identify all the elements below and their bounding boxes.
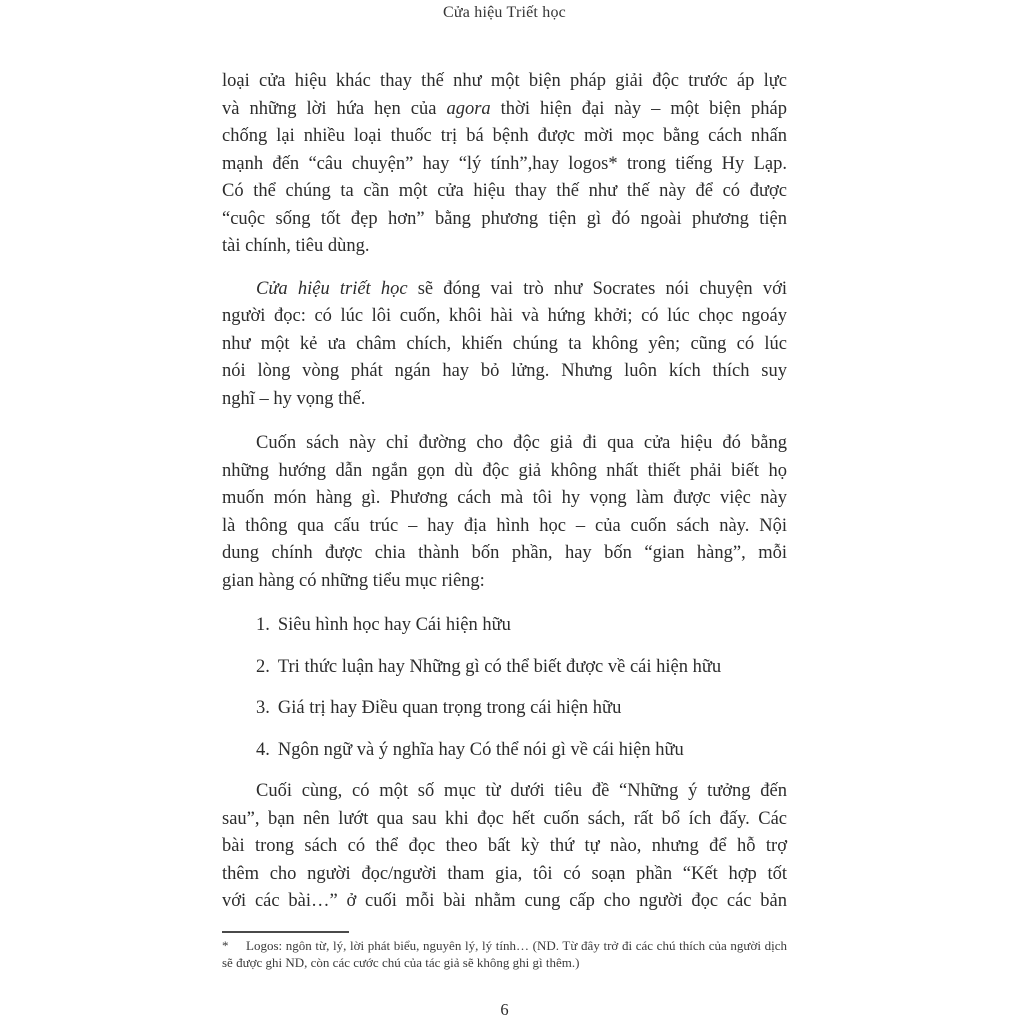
footnote <box>222 931 787 971</box>
text-line <box>222 276 787 304</box>
list-item <box>222 695 787 723</box>
list-item <box>222 654 787 682</box>
text-line: Cuối cùng, có một số mục từ dưới tiêu đề “Những ý tưởng đến <box>256 781 787 801</box>
text-line: như một kẻ ưa châm chích, khiến chúng ta không yên; cũng có lúc <box>222 333 787 354</box>
footnote-line <box>222 937 787 954</box>
list-item-number: 1. <box>256 615 270 635</box>
text-line: sau”, bạn nên lướt qua sau khi đọc hết cuốn sách, rất bổ ích đấy. Các <box>222 808 787 829</box>
list-item <box>222 612 787 640</box>
list-item-number: 2. <box>256 656 270 677</box>
text-line: “cuộc sống tốt đẹp hơn” bằng phương tiện gì đó ngoài phương tiện <box>222 208 787 229</box>
list-item-text: Ngôn ngữ và ý nghĩa hay Có thể nói gì về cái hiện hữu <box>277 739 684 760</box>
paragraph-3 <box>222 430 787 595</box>
paragraph-2 <box>222 276 787 414</box>
text-line <box>222 96 787 124</box>
text-line: Có thể chúng ta cần một cửa hiệu thay thế như thế này để có được <box>222 181 787 201</box>
running-header: Cửa hiệu Triết học <box>443 4 566 21</box>
text-line: những hướng dẫn ngắn gọn dù độc giả không nhất thiết phải biết họ <box>222 460 787 481</box>
list-item-text: Tri thức luận hay Những gì có thể biết được về cái hiện hữu <box>277 656 722 677</box>
text-line: muốn món hàng gì. Phương cách mà tôi hy vọng làm được việc này <box>222 488 787 508</box>
text-line: với các bài…” ở cuối mỗi bài nhằm cung cấp cho người đọc các bản <box>222 891 787 911</box>
paragraph-1 <box>222 68 787 261</box>
text-line: người đọc: có lúc lôi cuốn, khôi hài và hứng khởi; có lúc chọc ngoáy <box>222 306 787 326</box>
text-line: là thông qua cấu trúc – hay địa hình học – của cuốn sách này. Nội <box>222 515 787 536</box>
italic-term-agora: agora <box>446 98 491 119</box>
list-item-number: 4. <box>256 739 270 760</box>
list-item <box>222 737 787 765</box>
text-line: loại cửa hiệu khác thay thế như một biện pháp giải độc trước áp lực <box>222 71 787 91</box>
text-line: gian hàng có những tiểu mục riêng: <box>222 570 485 591</box>
text-line: thêm cho người đọc/người tham gia, tôi có soạn phần “Kết hợp tốt <box>222 863 787 884</box>
text-line: tài chính, tiêu dùng. <box>222 236 370 256</box>
list-item-text: Giá trị hay Điều quan trọng trong cái hiện hữu <box>277 698 622 718</box>
footnote-text: Logos: ngôn từ, lý, lời phát biểu, nguyên lý, lý tính… (ND. Từ đây trở đi các chú thích của người dịch <box>246 938 787 953</box>
footnote-marker: * <box>222 938 229 953</box>
footnote-line: sẽ được ghi ND, còn các cước chú của tác giả sẽ không ghi gì thêm.) <box>222 955 580 970</box>
text-line: dung chính được chia thành bốn phần, hay bốn “gian hàng”, mỗi <box>222 543 787 563</box>
text-segment: sẽ đóng vai trò như Socrates nói chuyện với <box>407 278 788 299</box>
list-item-number: 3. <box>256 698 270 718</box>
list-item-text: Siêu hình học hay Cái hiện hữu <box>277 615 511 635</box>
page-number: 6 <box>500 1000 509 1019</box>
numbered-list <box>222 612 787 764</box>
text-line: mạnh đến “câu chuyện” hay “lý tính”,hay logos* trong tiếng Hy Lạp. <box>222 153 787 174</box>
text-line: nói lòng vòng phát ngán hay bỏ lửng. Nhưng luôn kích thích suy <box>222 361 787 381</box>
text-line: Cuốn sách này chỉ đường cho độc giả đi qua cửa hiệu đó bằng <box>256 433 787 453</box>
text-segment: thời hiện đại này – một biện pháp <box>490 98 787 119</box>
text-line: chống lại nhiều loại thuốc trị bá bệnh được mời mọc bằng cách nhấn <box>222 126 787 146</box>
text-block <box>222 68 787 916</box>
text-line: bài trong sách có thể đọc theo bất kỳ thứ tự nào, nhưng để hỗ trợ <box>222 836 787 856</box>
paragraph-4 <box>222 778 787 916</box>
footnote-separator-rule <box>222 931 349 933</box>
text-segment: và những lời hứa hẹn của <box>222 98 447 119</box>
italic-book-title: Cửa hiệu triết học <box>256 278 408 299</box>
text-line: nghĩ – hy vọng thế. <box>222 388 366 409</box>
